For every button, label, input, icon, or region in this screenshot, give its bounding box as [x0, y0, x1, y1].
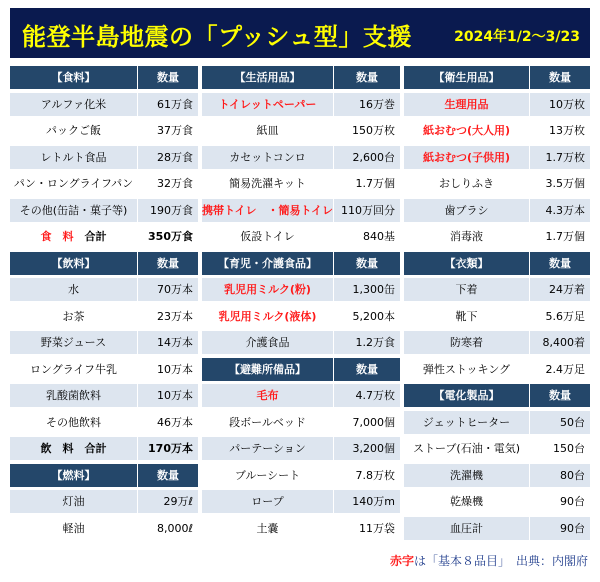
category-header: [10, 464, 198, 487]
item-quantity: 14万本: [138, 331, 198, 354]
item-name: 段ボールベッド: [202, 411, 334, 434]
item-quantity: 10万枚: [530, 93, 590, 116]
category-name: 【衛生用品】: [404, 66, 530, 89]
item-quantity: 150台: [530, 437, 590, 460]
category-name: 【食料】: [10, 66, 138, 89]
item-quantity: 61万食: [138, 93, 198, 116]
table-row: [10, 384, 198, 407]
item-name: 野菜ジュース: [10, 331, 138, 354]
item-quantity: 13万枚: [530, 119, 590, 142]
category-name: 【飲料】: [10, 252, 138, 275]
item-quantity: 1.2万食: [334, 331, 400, 354]
item-quantity: 90台: [530, 517, 590, 540]
item-name: [10, 437, 138, 460]
table-row: [10, 331, 198, 354]
supply-table: [10, 66, 590, 542]
item-quantity: 7.8万枚: [334, 464, 400, 487]
item-quantity: 37万食: [138, 119, 198, 142]
page-title: 能登半島地震の「プッシュ型」支援: [22, 23, 412, 51]
table-row: [10, 358, 198, 381]
item-name: 弾性ストッキング: [404, 358, 530, 381]
table-row: [10, 93, 198, 116]
table-row: [404, 358, 590, 381]
table-row: [202, 411, 400, 434]
item-name: 水: [10, 278, 138, 301]
category-name: 【育児・介護食品】: [202, 252, 334, 275]
table-row: [10, 119, 198, 142]
item-name: 簡易洗濯キット: [202, 172, 334, 195]
item-quantity: 46万本: [138, 411, 198, 434]
item-quantity: 5.6万足: [530, 305, 590, 328]
item-quantity: 1.7万枚: [530, 146, 590, 169]
table-row: [10, 490, 198, 513]
quantity-header: 数量: [138, 252, 198, 275]
item-name: 生理用品: [404, 93, 530, 116]
item-name: 乳酸菌飲料: [10, 384, 138, 407]
item-name: 灯油: [10, 490, 138, 513]
item-quantity: 29万ℓ: [138, 490, 198, 513]
item-name: 仮設トイレ: [202, 225, 334, 248]
item-name: カセットコンロ: [202, 146, 334, 169]
quantity-header: 数量: [138, 464, 198, 487]
item-name: アルファ化米: [10, 93, 138, 116]
total-row: [10, 437, 198, 460]
item-quantity: 28万食: [138, 146, 198, 169]
item-name: 毛布: [202, 384, 334, 407]
table-row: [202, 490, 400, 513]
quantity-header: 数量: [530, 252, 590, 275]
item-name: ロープ: [202, 490, 334, 513]
item-name: パックご飯: [10, 119, 138, 142]
item-name: ストーブ(石油・電気): [404, 437, 530, 460]
table-row: [10, 172, 198, 195]
period-label: 2024年1/2～3/23: [454, 29, 580, 45]
legend-basic-items: は「基本８品目」: [413, 554, 504, 568]
category-name: 【燃料】: [10, 464, 138, 487]
table-row: [404, 464, 590, 487]
quantity-header: 数量: [334, 358, 400, 381]
total-label: 飲 料 合計: [40, 442, 107, 455]
category-header: [202, 252, 400, 275]
item-quantity: 140万m: [334, 490, 400, 513]
quantity-header: 数量: [334, 252, 400, 275]
item-quantity: 10万本: [138, 358, 198, 381]
item-name: トイレットペーパー: [202, 93, 334, 116]
item-name: 歯ブラシ: [404, 199, 530, 222]
total-label-red: 食 料: [40, 230, 74, 243]
item-name: 紙皿: [202, 119, 334, 142]
table-row: [202, 464, 400, 487]
table-row: [202, 199, 400, 222]
table-row: [202, 93, 400, 116]
item-name: 血圧計: [404, 517, 530, 540]
table-row: [404, 331, 590, 354]
table-row: [202, 119, 400, 142]
table-row: [10, 146, 198, 169]
table-row: [404, 146, 590, 169]
item-name: ジェットヒーター: [404, 411, 530, 434]
table-row: [404, 172, 590, 195]
table-row: [202, 331, 400, 354]
category-header: [404, 66, 590, 89]
item-quantity: 8,000ℓ: [138, 517, 198, 540]
item-quantity: 32万食: [138, 172, 198, 195]
item-quantity: 5,200本: [334, 305, 400, 328]
item-name: 土嚢: [202, 517, 334, 540]
item-name: 紙おむつ(大人用): [404, 119, 530, 142]
item-quantity: 3,200個: [334, 437, 400, 460]
table-row: [404, 199, 590, 222]
category-header: [10, 252, 198, 275]
item-name: 下着: [404, 278, 530, 301]
item-name: その他飲料: [10, 411, 138, 434]
category-header: [202, 358, 400, 381]
item-name: パン・ロングライフパン: [10, 172, 138, 195]
item-quantity: 110万回分: [334, 199, 400, 222]
item-quantity: 2,600台: [334, 146, 400, 169]
table-row: [10, 411, 198, 434]
item-quantity: 3.5万個: [530, 172, 590, 195]
table-row: [404, 119, 590, 142]
legend-red-word: 赤字: [389, 554, 414, 568]
item-name: パーテーション: [202, 437, 334, 460]
item-name: おしりふき: [404, 172, 530, 195]
table-row: [202, 146, 400, 169]
total-label: 合計: [73, 230, 107, 243]
table-row: [202, 172, 400, 195]
item-name: 防寒着: [404, 331, 530, 354]
table-row: [404, 93, 590, 116]
category-name: 【電化製品】: [404, 384, 530, 407]
item-name: 洗濯機: [404, 464, 530, 487]
table-row: [404, 278, 590, 301]
item-name: 紙おむつ(子供用): [404, 146, 530, 169]
item-name: 介護食品: [202, 331, 334, 354]
item-quantity: 1.7万個: [530, 225, 590, 248]
total-row: [10, 225, 198, 248]
category-name: 【避難所備品】: [202, 358, 334, 381]
table-row: [202, 305, 400, 328]
footer-note: [390, 552, 588, 569]
item-quantity: 150万枚: [334, 119, 400, 142]
item-quantity: 80台: [530, 464, 590, 487]
item-name: お茶: [10, 305, 138, 328]
title-bar: [10, 8, 590, 58]
item-quantity: 16万巻: [334, 93, 400, 116]
item-name: 靴下: [404, 305, 530, 328]
item-quantity: 90台: [530, 490, 590, 513]
table-row: [202, 225, 400, 248]
table-row: [202, 278, 400, 301]
table-row: [202, 384, 400, 407]
category-header: [202, 66, 400, 89]
item-name: 乳児用ミルク(粉): [202, 278, 334, 301]
item-quantity: 11万袋: [334, 517, 400, 540]
category-header: [404, 384, 590, 407]
item-name: 乾燥機: [404, 490, 530, 513]
table-row: [10, 517, 198, 540]
item-quantity: 350万食: [138, 225, 198, 248]
table-row: [404, 490, 590, 513]
table-row: [404, 411, 590, 434]
table-row: [404, 517, 590, 540]
table-row: [202, 437, 400, 460]
item-name: [10, 225, 138, 248]
category-name: 【衣類】: [404, 252, 530, 275]
table-row: [10, 278, 198, 301]
category-header: [404, 252, 590, 275]
item-name: ロングライフ牛乳: [10, 358, 138, 381]
item-quantity: 1.7万個: [334, 172, 400, 195]
source-credit: 出典：内閣府: [515, 554, 588, 568]
quantity-header: 数量: [530, 66, 590, 89]
item-quantity: 24万着: [530, 278, 590, 301]
item-quantity: 70万本: [138, 278, 198, 301]
item-quantity: 8,400着: [530, 331, 590, 354]
table-row: [10, 305, 198, 328]
item-quantity: 10万本: [138, 384, 198, 407]
item-name: レトルト食品: [10, 146, 138, 169]
item-name: 軽油: [10, 517, 138, 540]
quantity-header: 数量: [138, 66, 198, 89]
category-header: [10, 66, 198, 89]
quantity-header: 数量: [530, 384, 590, 407]
item-name: ブルーシート: [202, 464, 334, 487]
item-name: 消毒液: [404, 225, 530, 248]
quantity-header: 数量: [334, 66, 400, 89]
item-quantity: 2.4万足: [530, 358, 590, 381]
table-row: [404, 437, 590, 460]
category-name: 【生活用品】: [202, 66, 334, 89]
item-name: 携帯トイレ ・簡易トイレ: [202, 199, 334, 222]
item-quantity: 170万本: [138, 437, 198, 460]
item-quantity: 1,300缶: [334, 278, 400, 301]
item-quantity: 7,000個: [334, 411, 400, 434]
item-quantity: 23万本: [138, 305, 198, 328]
table-row: [202, 517, 400, 540]
item-name: 乳児用ミルク(液体): [202, 305, 334, 328]
table-row: [404, 305, 590, 328]
item-quantity: 4.7万枚: [334, 384, 400, 407]
item-name: その他(缶詰・菓子等): [10, 199, 138, 222]
item-quantity: 190万食: [138, 199, 198, 222]
item-quantity: 840基: [334, 225, 400, 248]
table-row: [10, 199, 198, 222]
item-quantity: 4.3万本: [530, 199, 590, 222]
table-row: [404, 225, 590, 248]
item-quantity: 50台: [530, 411, 590, 434]
